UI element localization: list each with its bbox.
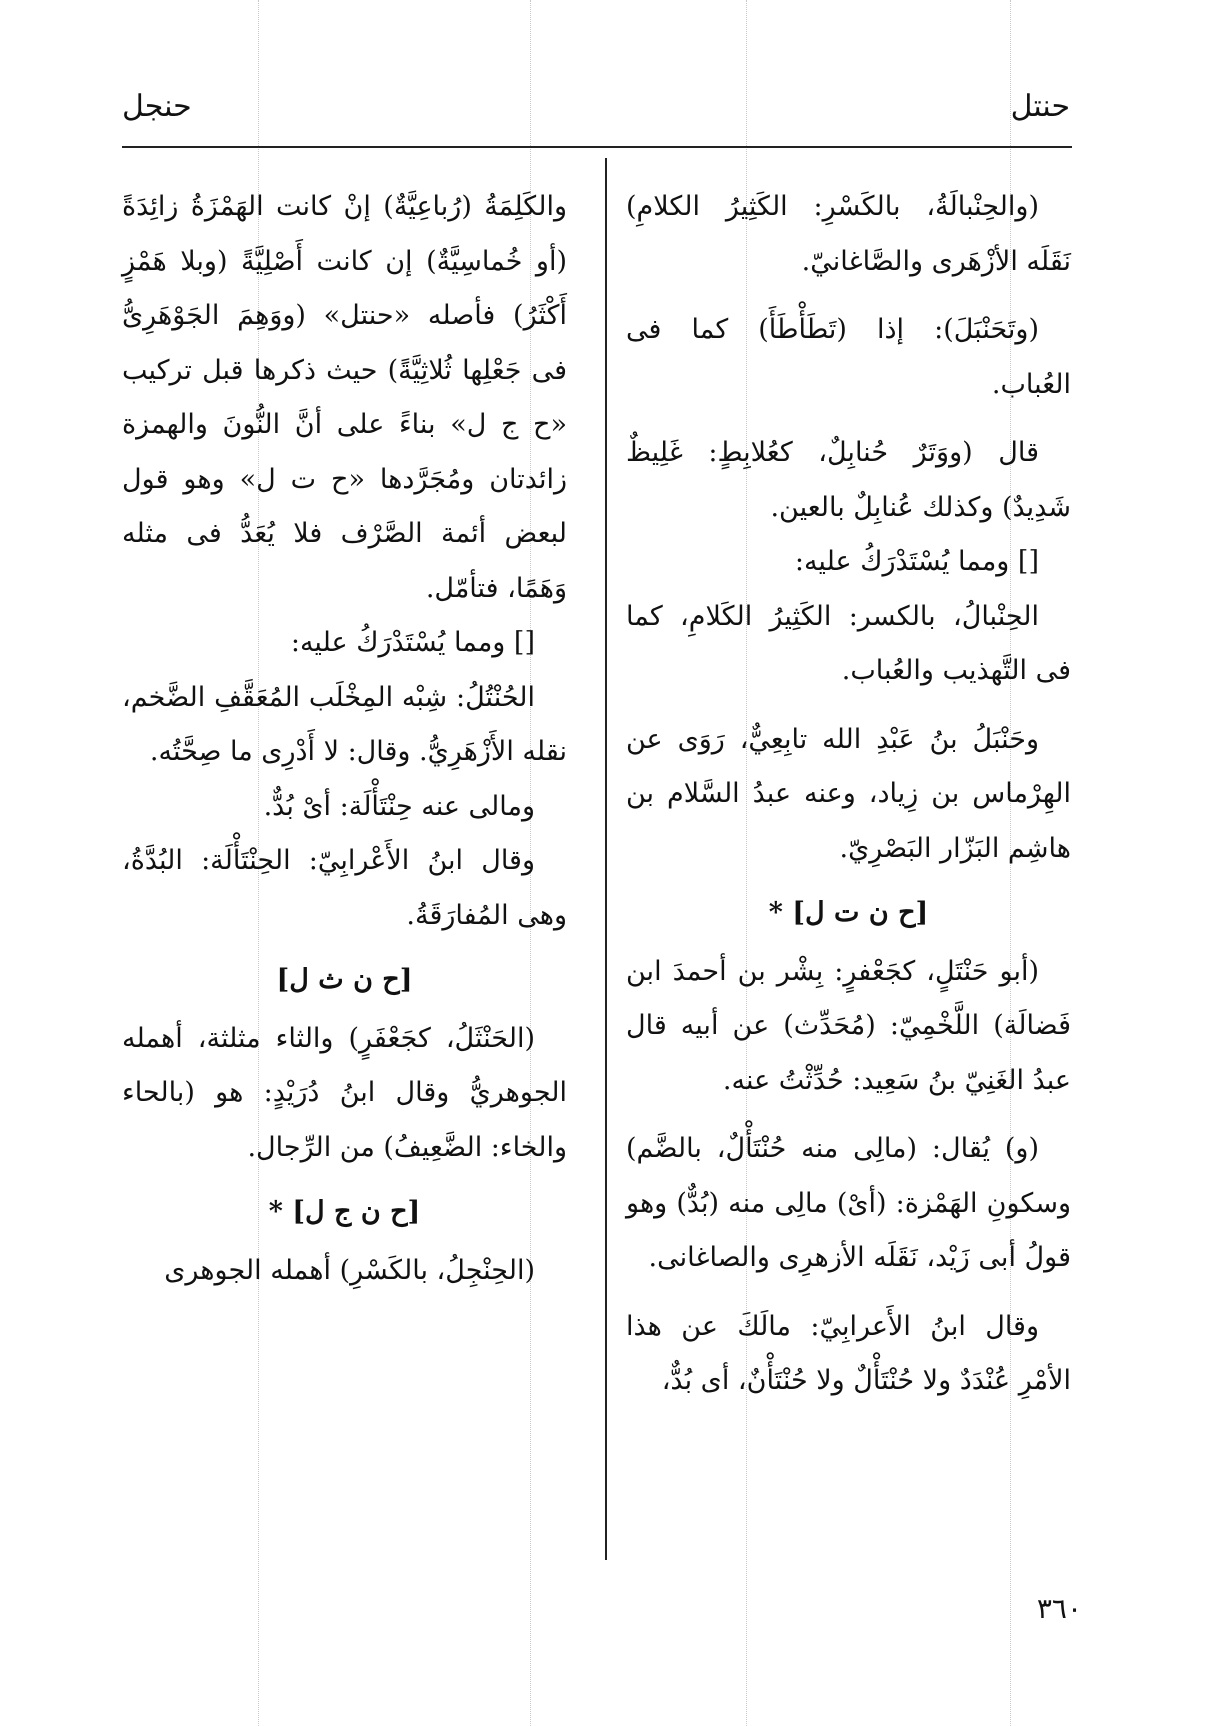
paragraph: (الحَنْثَلُ، كجَعْفَرٍ) والثاء مثلثة، أهمله الجوهريُّ وقال ابنُ دُرَيْدٍ: هو (بالحاء والخاء: الضَّعِيفُ) من الرِّجال.	[122, 1022, 567, 1163]
page-number: ٣٦٠	[1036, 1592, 1082, 1625]
addendum-heading: [] ومما يُسْتَدْرَكُ عليه:	[794, 546, 1039, 577]
paragraph: (والحِنْبالَةُ، بالكَسْرِ: الكَثِيرُ الكلامِ) نَقَلَه الأزْهَرى والصَّاغانيّ.	[626, 191, 1071, 277]
paragraph: قال (ووَتَرٌ حُنابِلٌ، كعُلابِطٍ: غَلِيظٌ شَدِيدٌ) وكذلك عُنابِلٌ بالعين.	[626, 437, 1071, 523]
running-head-left: حنجل	[122, 89, 192, 124]
paragraph: الحِنْبالُ، بالكسر: الكَثِيرُ الكَلامِ، كما فى التَّهذيب والعُباب.	[626, 600, 1071, 686]
paragraph: الحُنْتُلُ: شِبْه المِخْلَب المُعَقَّفِ الضَّخم، نقله الأَزْهَرِيُّ. وقال: لا أَدْرِى ما صِحَّتُه.	[122, 681, 567, 767]
paragraph: (الحِنْجِلُ، بالكَسْرِ) أهمله الجوهرى	[164, 1254, 535, 1286]
header-rule	[122, 146, 1072, 148]
paragraph: ومالى عنه حِنْتَأْلَة: أىْ بُدٌّ.	[263, 790, 535, 822]
paragraph: وحَنْبَلُ بنُ عَبْدِ الله تابِعِيٌّ، رَوَى عن الهِرْماس بن زِياد، وعنه عبدُ السَّلام بن هاشِم البَزّار البَصْرِيّ.	[626, 723, 1071, 864]
running-head-right: حنتل	[1010, 89, 1070, 124]
entry-root-heading: [ح ن ج ل] *	[268, 1196, 421, 1227]
paragraph: وقال ابنُ الأَعرابِيّ: مالَكَ عن هذا الأمْرِ عُنْدَدٌ ولا حُنْتَأْلٌ ولا حُنْتَأْنٌ، أى بُدٌّ،	[626, 1310, 1071, 1396]
entry-root-heading: [ح ن ث ل]	[276, 964, 413, 995]
column-divider	[605, 158, 607, 1560]
paragraph: (أبو حَنْتَلٍ، كجَعْفرٍ: بِشْر بن أحمدَ ابن فَضالَة) اللَّخْمِيّ: (مُحَدِّث) عن أبيه قال عبدُ الغَنِيّ بنُ سَعِيد: حُدِّثْتُ عنه.	[626, 955, 1071, 1096]
entry-root-heading: [ح ن ت ل] *	[768, 897, 929, 928]
paragraph: والكَلِمَةُ (رُباعِيَّةٌ) إنْ كانت الهَمْزَةُ زائِدَةً (أو خُماسِيَّةٌ) إن كانت أَصْلِيَّةً (وبلا هَمْزٍ أَكْثَرُ) فأصله «حنتل» (ووَهِمَ الجَوْهَرِىُّ فى جَعْلِها ثُلاثِيَّةً) حيث ذكرها قبل تركيب «ح ج ل» بناءً على أنَّ النُّونَ والهمزة زائدتان ومُجَرَّدها «ح ت ل» وهو قول لبعض أئمة الصَّرْف فلا يُعَدُّ فى مثله وَهَمًا، فتأمّل.	[122, 191, 567, 604]
paragraph: (و) يُقال: (مالِى منه حُنْتَأْلٌ، بالضَّم) وسكونِ الهَمْزة: (أىْ) مالِى منه (بُدٌّ) وهو قولُ أبى زَيْد، نَقَلَه الأزهرِى والصاغانى.	[626, 1133, 1071, 1273]
addendum-heading: [] ومما يُسْتَدْرَكُ عليه:	[290, 627, 535, 658]
left-column	[122, 180, 567, 1298]
paragraph: (وتَحَنْبَلَ): إذا (تَطَأْطَأَ) كما فى العُباب.	[626, 314, 1071, 400]
right-column	[626, 180, 1071, 1409]
paragraph: وقال ابنُ الأَعْرابِيّ: الحِنْتَأْلَة: البُدَّةُ، وهى المُفارَقَةُ.	[122, 845, 567, 931]
